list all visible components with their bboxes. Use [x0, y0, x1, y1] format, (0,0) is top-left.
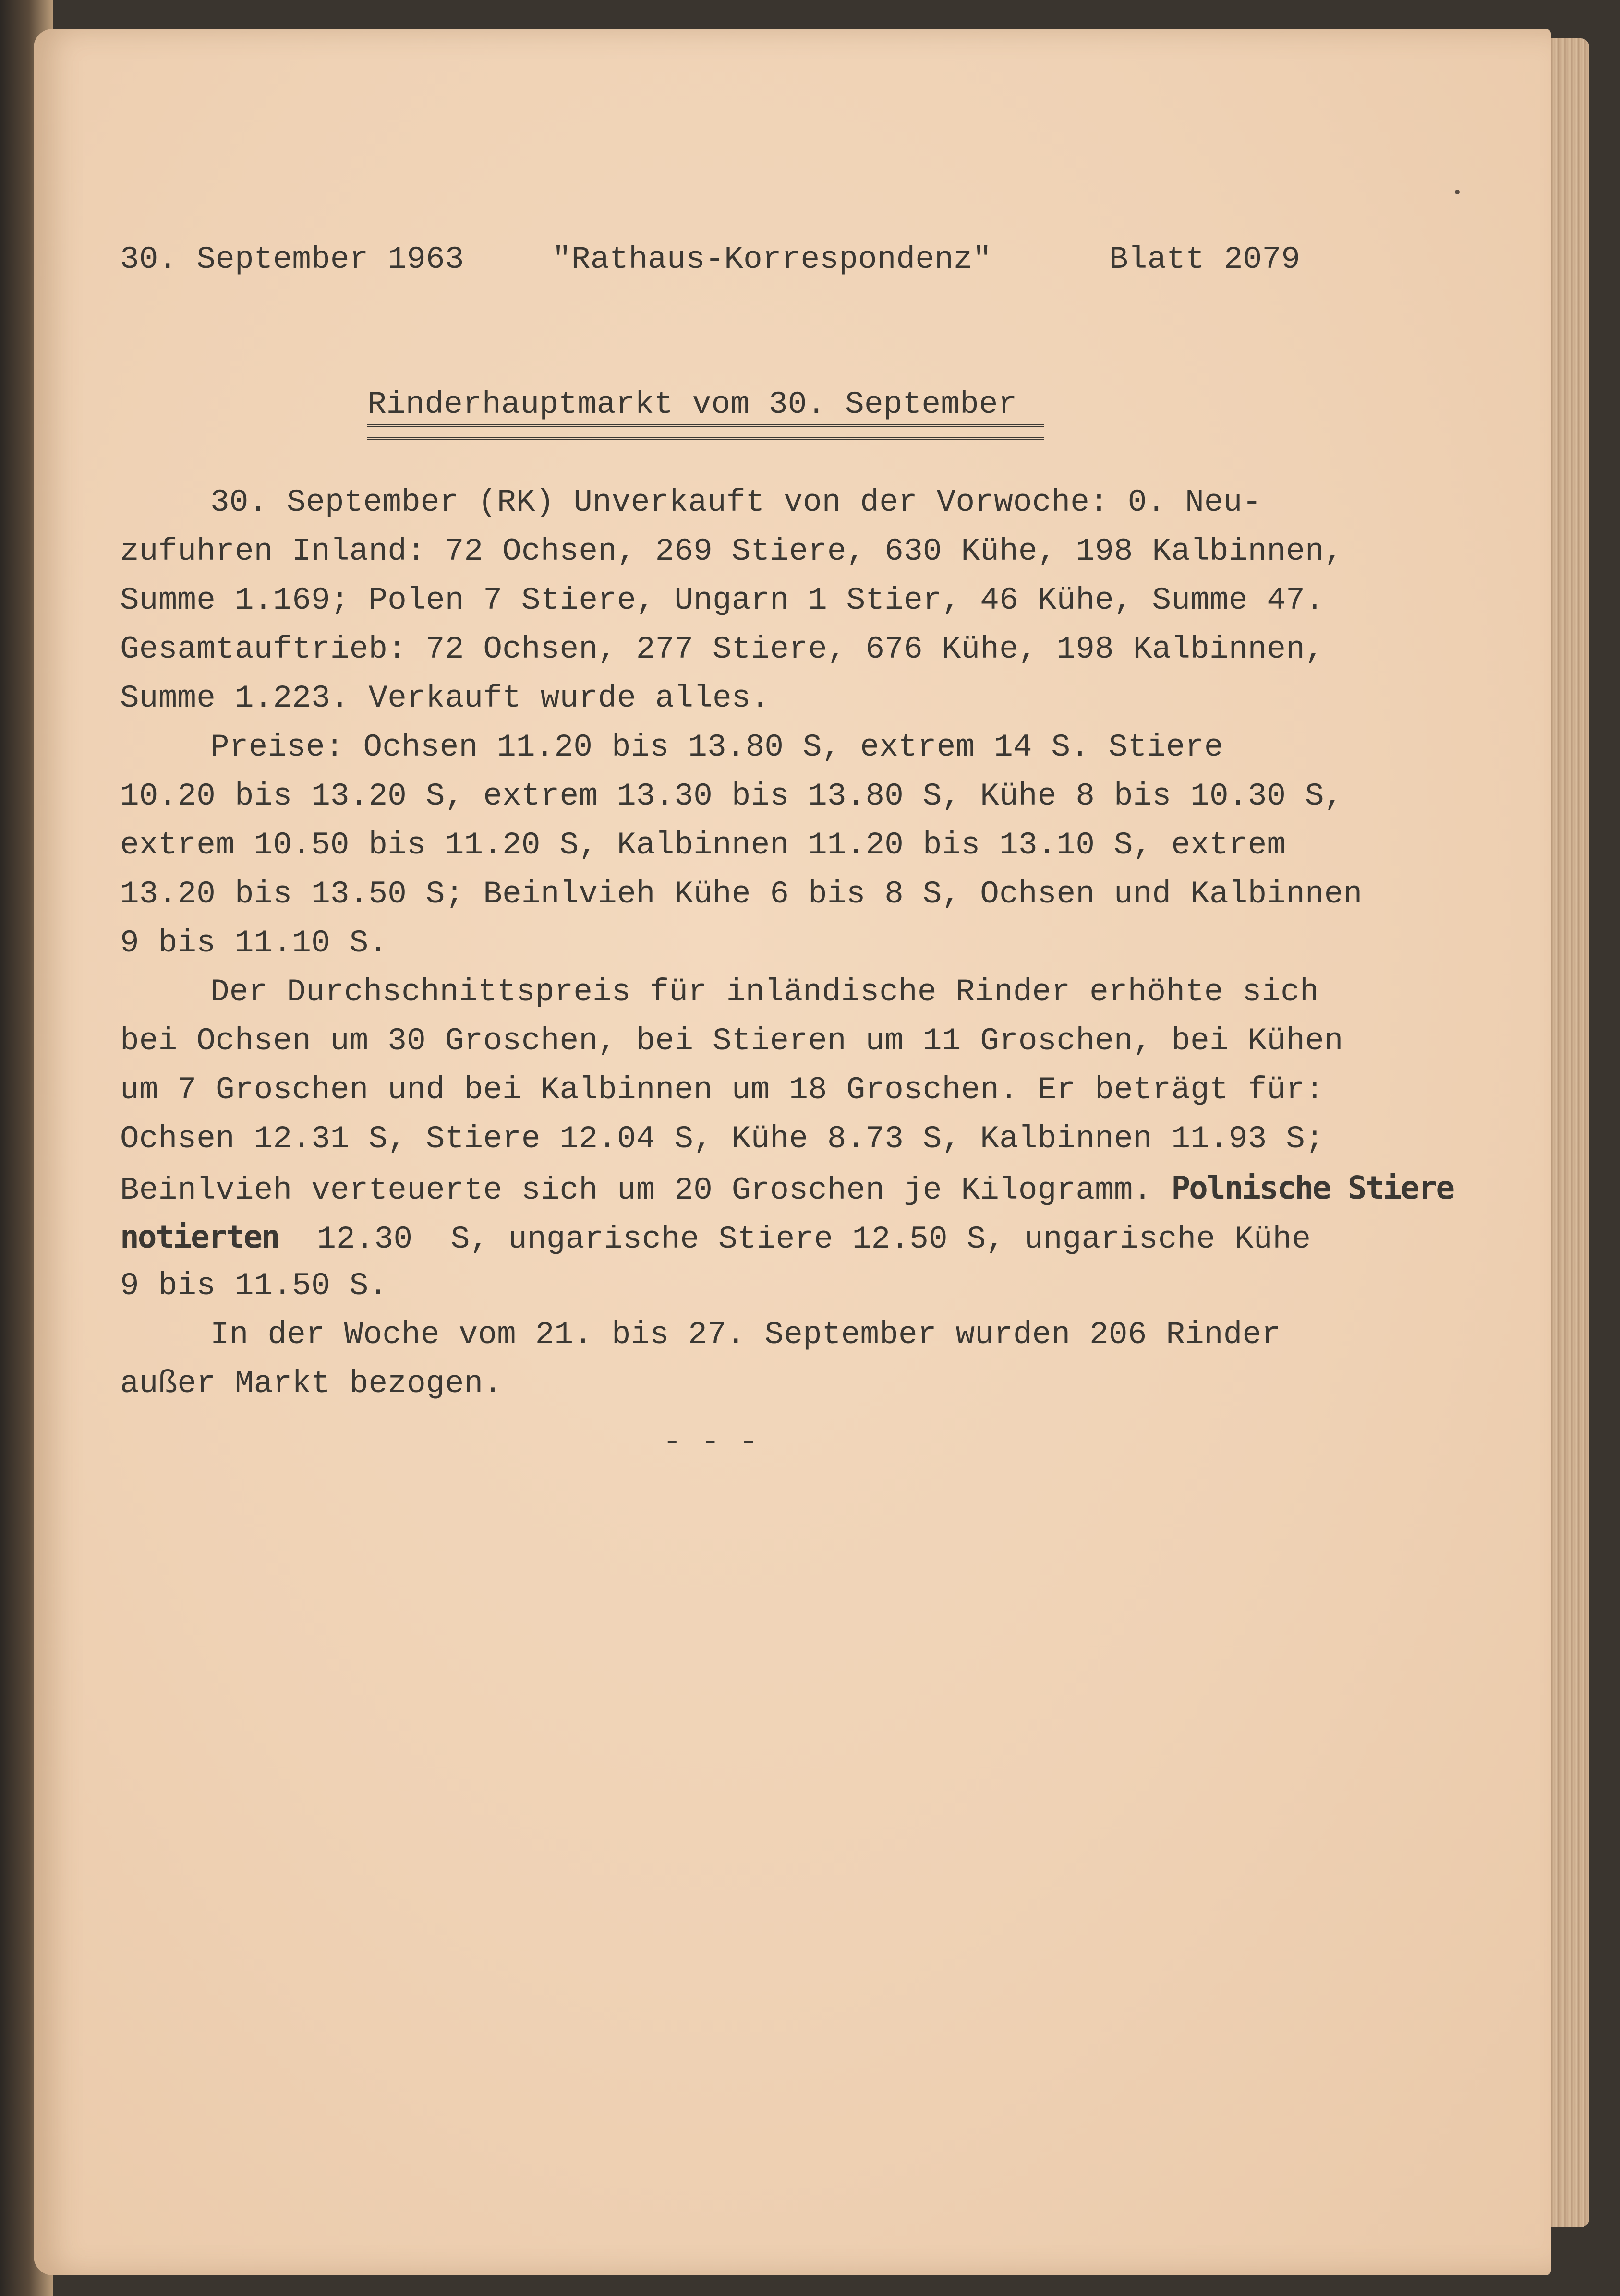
paragraph-1-line: Summe 1.169; Polen 7 Stiere, Ungarn 1 Stier, 46 Kühe, Summe 47.	[120, 582, 1324, 618]
article-title-block	[367, 380, 1455, 440]
paragraph-3-line: bei Ochsen um 30 Groschen, bei Stieren um 11 Groschen, bei Kühen	[120, 1023, 1343, 1059]
paragraph-3-line: Der Durchschnittspreis für inländische Rinder erhöhte sich	[210, 974, 1319, 1010]
paragraph-3-line	[120, 1213, 1455, 1262]
paragraph-4-line: In der Woche vom 21. bis 27. September wurden 206 Rinder	[210, 1317, 1281, 1353]
header-date: 30. September 1963	[120, 241, 464, 277]
paragraph-3-line-text: 12.30 S, ungarische Stiere 12.50 S, ungarische Kühe	[278, 1221, 1311, 1257]
inserted-bold-text: notierten	[120, 1218, 279, 1255]
paragraph-3-line-text: Beinlvieh verteuerte sich um 20 Groschen je Kilogramm.	[120, 1172, 1172, 1208]
paragraph-4-line: außer Markt bezogen.	[120, 1366, 503, 1402]
paragraph-1-line: 30. September (RK) Unverkauft von der Vorwoche: 0. Neu-	[210, 484, 1262, 520]
paragraph-3-line	[120, 1164, 1455, 1213]
header-sheet-number: Blatt 2079	[1109, 241, 1301, 277]
paper-speck	[1455, 190, 1460, 194]
header-source: "Rathaus-Korrespondenz"	[552, 241, 992, 277]
paragraph-3-line: um 7 Groschen und bei Kalbinnen um 18 Groschen. Er beträgt für:	[120, 1072, 1324, 1108]
paragraph-2-line: 10.20 bis 13.20 S, extrem 13.30 bis 13.80 S, Kühe 8 bis 10.30 S,	[120, 778, 1343, 814]
paragraph-1-line: zufuhren Inland: 72 Ochsen, 269 Stiere, 630 Kühe, 198 Kalbinnen,	[120, 533, 1343, 569]
end-mark: - - -	[663, 1424, 759, 1460]
paragraph-2-line: 9 bis 11.10 S.	[120, 925, 388, 961]
article-body	[120, 478, 1455, 1467]
paragraph-2-line: 13.20 bis 13.50 S; Beinlvieh Kühe 6 bis 8 S, Ochsen und Kalbinnen	[120, 876, 1363, 912]
paragraph-3-line: 9 bis 11.50 S.	[120, 1268, 388, 1304]
typed-text	[120, 235, 1455, 1467]
title-underline	[367, 424, 1044, 440]
paragraph-2-line: extrem 10.50 bis 11.20 S, Kalbinnen 11.20 bis 13.10 S, extrem	[120, 827, 1286, 863]
paragraph-1-line: Summe 1.223. Verkauft wurde alles.	[120, 680, 770, 716]
paragraph-2-line: Preise: Ochsen 11.20 bis 13.80 S, extrem 14 S. Stiere	[210, 729, 1223, 765]
page-header	[120, 235, 1455, 284]
paragraph-3-line: Ochsen 12.31 S, Stiere 12.04 S, Kühe 8.73 S, Kalbinnen 11.93 S;	[120, 1121, 1324, 1157]
paragraph-1-line: Gesamtauftrieb: 72 Ochsen, 277 Stiere, 676 Kühe, 198 Kalbinnen,	[120, 631, 1324, 667]
inserted-bold-text: Polnische Stiere	[1171, 1169, 1454, 1206]
article-title: Rinderhauptmarkt vom 30. September	[367, 386, 1017, 422]
